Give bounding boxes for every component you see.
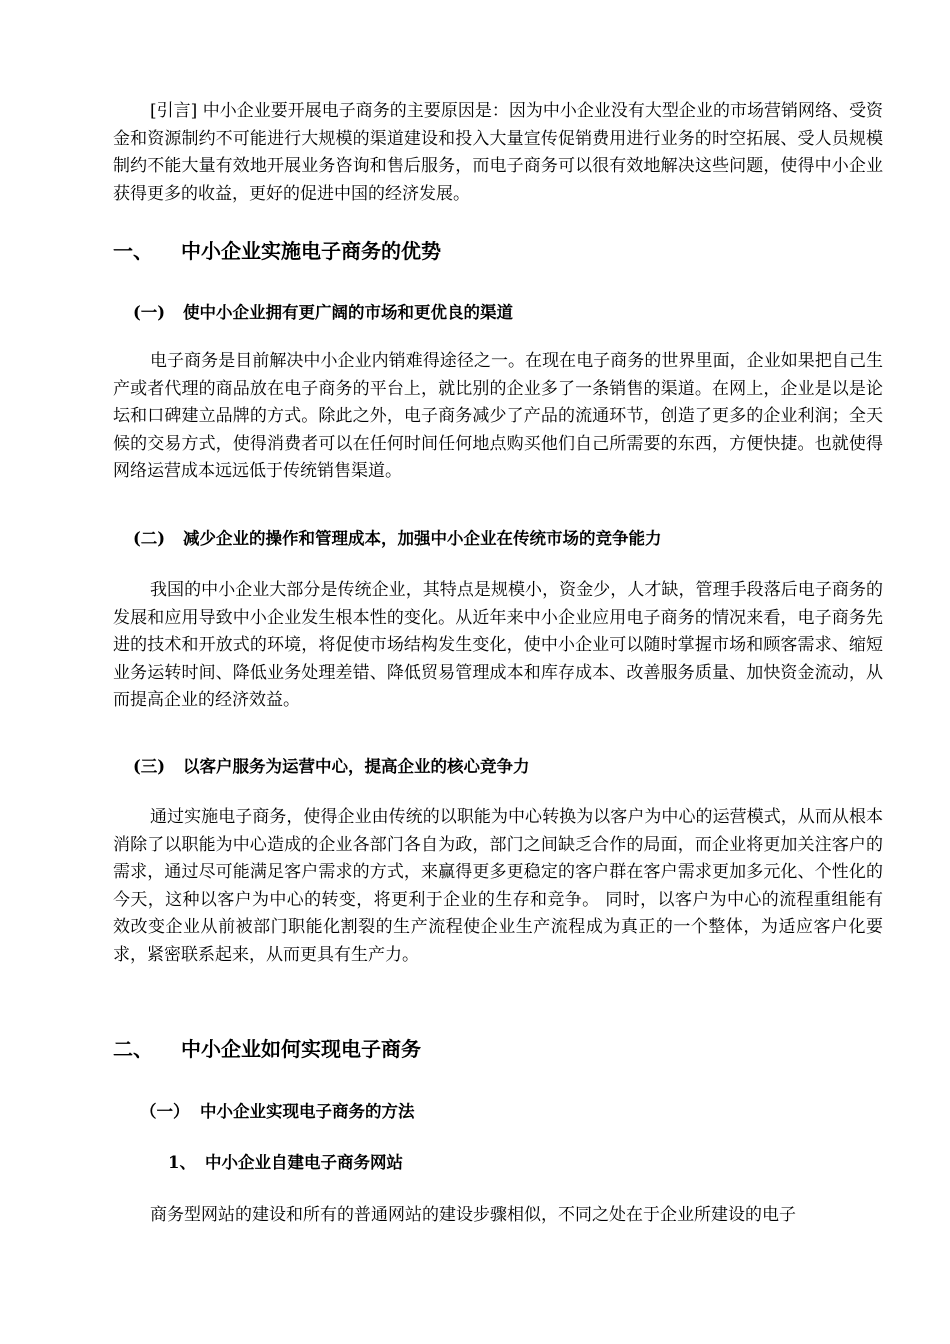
subsection-2-1-number: （一） — [140, 1102, 190, 1121]
section-2-title: 中小企业如何实现电子商务 — [181, 1037, 421, 1061]
subsection-1-2-number: (二) — [133, 529, 166, 548]
intro-label: [引言] — [150, 101, 198, 121]
subsection-1-3-title: 以客户服务为运营中心，提高企业的核心竞争力 — [183, 757, 530, 776]
subsection-1-3-body: 通过实施电子商务，使得企业由传统的以职能为中心转换为以客户为中心的运营模式，从而从根本消除了以职能为中心造成的企业各部门各自为政，部门之间缺乏合作的局面，而企业将更加关注客户的需求，通过尽可能满足客户需求的方式，来赢得更多更稳定的客户群在客户需求更加多元化、个性化的今天，这种以客户为中心的转变，将更利于企业的生存和竞争。 同时，以客户为中心的流程重组能有效改变企业从前被部门职能化割裂的生产流程使企业生产流程成为真正的一个整体，为适应客户化要求，紧密联系起来，从而更具有生产力。 — [113, 807, 883, 965]
section-1-title: 中小企业实施电子商务的优势 — [181, 239, 441, 263]
intro-text: 中小企业要开展电子商务的主要原因是：因为中小企业没有大型企业的市场营销网络、受资金和资源制约不可能进行大规模的渠道建设和投入大量宣传促销费用进行业务的时空拓展、受人员规模制约不能大量有效地开展业务咨询和售后服务，而电子商务可以很有效地解决这些问题，使得中小企业获得更多的收益，更好的促进中国的经济发展。 — [113, 101, 884, 204]
section-1-heading — [113, 237, 441, 265]
item-2-1-1-title: 中小企业自建电子商务网站 — [205, 1153, 403, 1172]
subsection-2-1-title: 中小企业实现电子商务的方法 — [200, 1102, 415, 1121]
subsection-1-1-title: 使中小企业拥有更广阔的市场和更优良的渠道 — [183, 303, 513, 322]
section-2-heading — [113, 1035, 421, 1063]
subsection-1-3-heading — [133, 755, 530, 779]
subsection-1-3-number: (三) — [133, 757, 166, 776]
subsection-1-1-number: (一) — [133, 303, 166, 322]
item-2-1-1-number: 1、 — [168, 1153, 196, 1172]
item-2-1-1-heading — [168, 1151, 403, 1175]
subsection-1-2-title: 减少企业的操作和管理成本，加强中小企业在传统市场的竞争能力 — [183, 529, 662, 548]
section-1-number: 一、 — [113, 239, 153, 263]
subsection-1-2-heading — [133, 527, 662, 551]
section-2-number: 二、 — [113, 1037, 153, 1061]
subsection-1-2-body: 我国的中小企业大部分是传统企业，其特点是规模小，资金少，人才缺，管理手段落后电子商务的发展和应用导致中小企业发生根本性的变化。从近年来中小企业应用电子商务的情况来看，电子商务先进的技术和开放式的环境，将促使市场结构发生变化，使中小企业可以随时掌握市场和顾客需求、缩短业务运转时间、降低业务处理差错、降低贸易管理成本和库存成本、改善服务质量、加快资金流动，从而提高企业的经济效益。 — [113, 580, 883, 710]
section-2-body: 商务型网站的建设和所有的普通网站的建设步骤相似，不同之处在于企业所建设的电子 — [150, 1205, 796, 1225]
subsection-2-1-heading — [140, 1100, 415, 1124]
intro-paragraph — [113, 98, 883, 208]
subsection-1-1-body: 电子商务是目前解决中小企业内销难得途径之一。在现在电子商务的世界里面，企业如果把自己生产或者代理的商品放在电子商务的平台上，就比别的企业多了一条销售的渠道。在网上，企业是以是论坛和口碑建立品牌的方式。除此之外，电子商务减少了产品的流通环节，创造了更多的企业利润；全天候的交易方式，使得消费者可以在任何时间任何地点购买他们自己所需要的东西，方便快捷。也就使得网络运营成本远远低于传统销售渠道。 — [113, 351, 883, 481]
subsection-1-1-heading — [133, 301, 513, 325]
